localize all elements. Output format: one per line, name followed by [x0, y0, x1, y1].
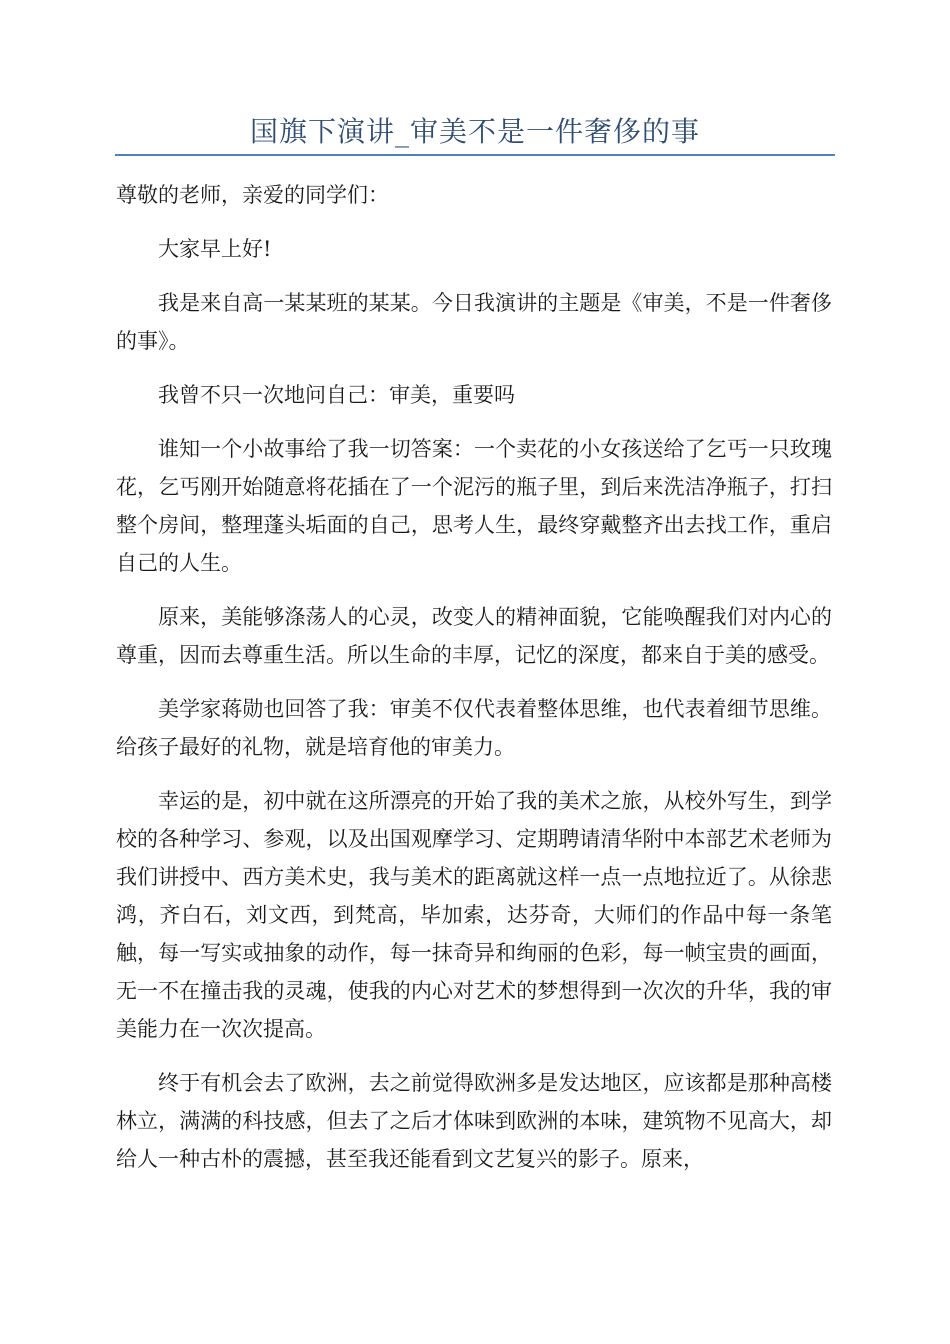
- paragraph-intro: 我是来自高一某某班的某某。今日我演讲的主题是《审美，不是一件奢侈的事》。: [116, 291, 832, 353]
- document-body: [116, 176, 832, 1194]
- paragraph-question: 我曾不只一次地问自己：审美，重要吗: [158, 383, 515, 407]
- salutation: 尊敬的老师，亲爱的同学们：: [116, 183, 389, 207]
- paragraph-art-journey: 幸运的是，初中就在这所漂亮的开始了我的美术之旅，从校外写生，到学校的各种学习、参观，以及出国观摩学习、定期聘请清华附中本部艺术老师为我们讲授中、西方美术史，我与美术的距离就这样一点一点地拉近了。从徐悲鸿，齐白石，刘文西，到梵高，毕加索，达芬奇，大师们的作品中每一条笔触，每一写实或抽象的动作，每一抹奇异和绚丽的色彩，每一帧宝贵的画面，无一不在撞击我的灵魂，使我的内心对艺术的梦想得到一次次的升华，我的审美能力在一次次提高。: [116, 789, 832, 1041]
- title-underline: [115, 154, 835, 156]
- paragraph-europe: 终于有机会去了欧洲，去之前觉得欧洲多是发达地区，应该都是那种高楼林立，满满的科技感，但去了之后才体味到欧洲的本味，建筑物不见高大，却给人一种古朴的震撼，甚至我还能看到文艺复兴的影子。原来，: [116, 1071, 832, 1171]
- paragraph-story: 谁知一个小故事给了我一切答案：一个卖花的小女孩送给了乞丐一只玫瑰花，乞丐刚开始随意将花插在了一个泥污的瓶子里，到后来洗洁净瓶子，打扫整个房间，整理蓬头垢面的自己，思考人生，最终穿戴整齐出去找工作，重启自己的人生。: [116, 437, 832, 575]
- document-title: 国旗下演讲_审美不是一件奢侈的事: [249, 115, 700, 148]
- paragraph-beauty: 原来，美能够涤荡人的心灵，改变人的精神面貌，它能唤醒我们对内心的尊重，因而去尊重生活。所以生命的丰厚，记忆的深度，都来自于美的感受。: [116, 605, 832, 667]
- paragraph-greeting: 大家早上好!: [158, 237, 272, 261]
- paragraph-jiang-xun: 美学家蒋勋也回答了我：审美不仅代表着整体思维，也代表着细节思维。给孩子最好的礼物，就是培育他的审美力。: [116, 697, 832, 759]
